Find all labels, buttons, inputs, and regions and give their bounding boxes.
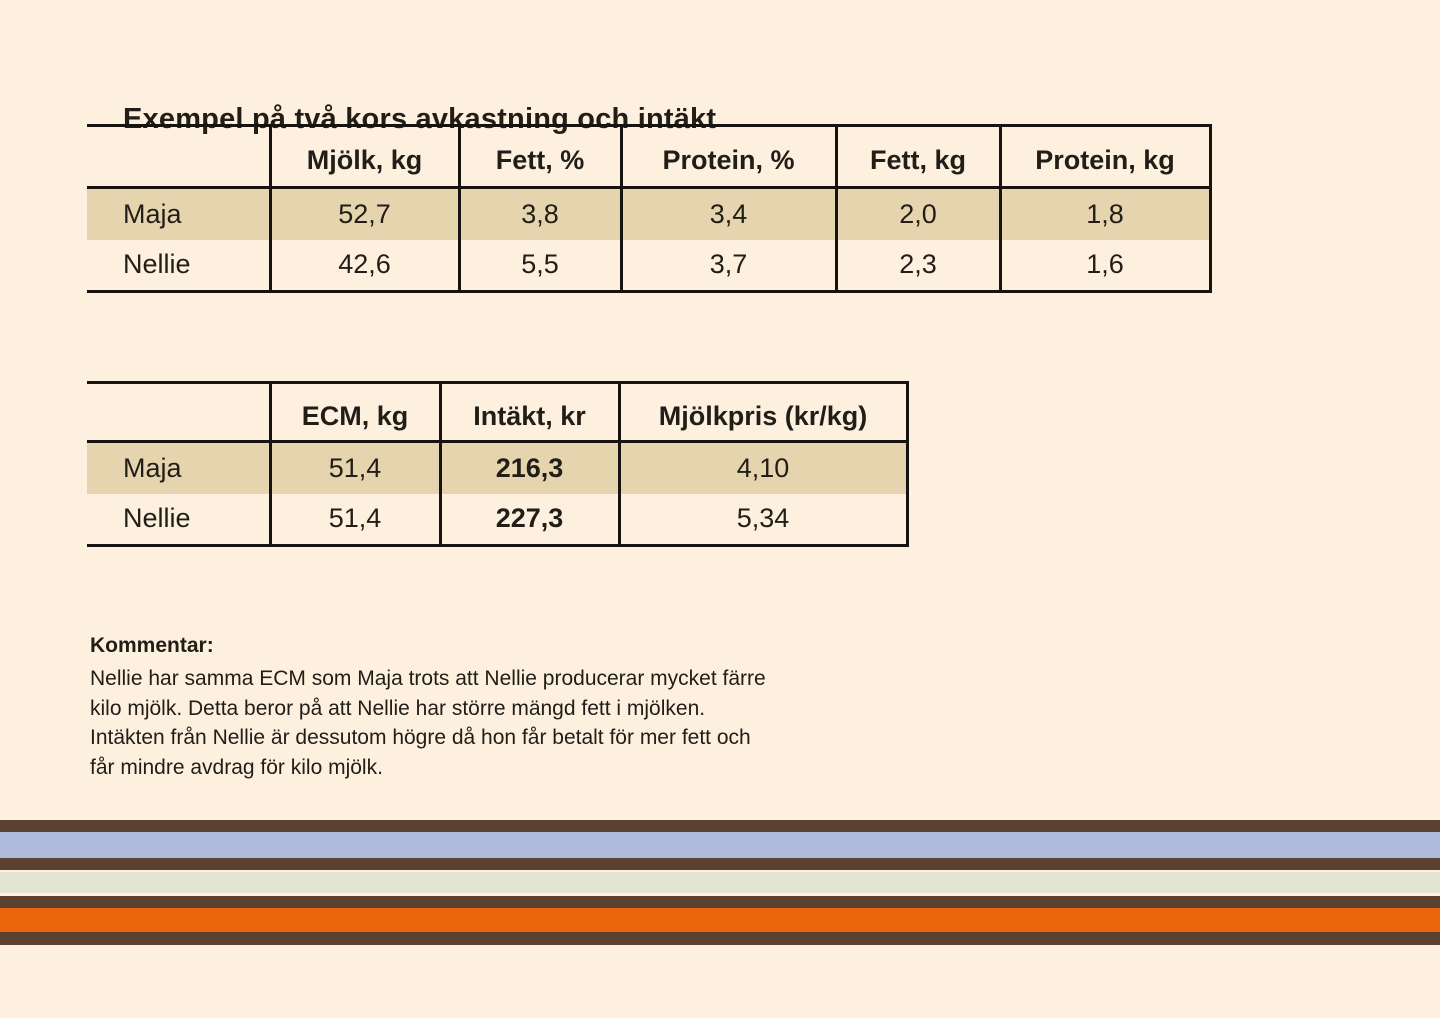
revenue-header-ecm-kg: ECM, kg — [270, 383, 440, 442]
cell-milk-kg: 42,6 — [270, 240, 459, 292]
stripe-brown-4 — [0, 932, 1440, 945]
yield-header-protein-kg: Protein, kg — [1000, 126, 1210, 188]
stripe-brown-1 — [0, 820, 1440, 832]
yield-row-nellie — [87, 240, 1210, 292]
row-label: Nellie — [87, 494, 270, 546]
yield-table-header-row — [87, 126, 1210, 188]
yield-table — [87, 124, 1212, 293]
row-label: Maja — [87, 188, 270, 240]
yield-header-milk-kg: Mjölk, kg — [270, 126, 459, 188]
comment-line: Intäkten från Nellie är dessutom högre då hon får betalt för mer fett och — [90, 726, 751, 750]
comment-heading: Kommentar: — [90, 634, 214, 657]
revenue-row-maja — [87, 442, 907, 494]
cell-milk-kg: 52,7 — [270, 188, 459, 240]
yield-header-empty — [87, 126, 270, 188]
cell-income-kr: 216,3 — [440, 442, 619, 494]
row-label: Maja — [87, 442, 270, 494]
cell-protein-pct: 3,7 — [621, 240, 836, 292]
revenue-table-header-row — [87, 383, 907, 442]
cell-protein-kg: 1,6 — [1000, 240, 1210, 292]
cell-protein-kg: 1,8 — [1000, 188, 1210, 240]
yield-header-protein-pct: Protein, % — [621, 126, 836, 188]
cell-fat-kg: 2,3 — [836, 240, 1000, 292]
comment-line: får mindre avdrag för kilo mjölk. — [90, 755, 383, 779]
revenue-header-empty — [87, 383, 270, 442]
cell-protein-pct: 3,4 — [621, 188, 836, 240]
stripe-lavender — [0, 832, 1440, 858]
cell-ecm-kg: 51,4 — [270, 442, 440, 494]
yield-header-fat-kg: Fett, kg — [836, 126, 1000, 188]
cell-milkprice: 5,34 — [619, 494, 907, 546]
cell-milkprice: 4,10 — [619, 442, 907, 494]
revenue-row-nellie — [87, 494, 907, 546]
stripe-brown-3 — [0, 896, 1440, 908]
stripe-brown-2 — [0, 858, 1440, 870]
row-label: Nellie — [87, 240, 270, 292]
revenue-header-income-kr: Intäkt, kr — [440, 383, 619, 442]
comment-line: kilo mjölk. Detta beror på att Nellie har större mängd fett i mjölken. — [90, 696, 706, 720]
cell-ecm-kg: 51,4 — [270, 494, 440, 546]
footer-decor-stripes — [0, 820, 1440, 945]
cell-income-kr: 227,3 — [440, 494, 619, 546]
revenue-header-milkprice: Mjölkpris (kr/kg) — [619, 383, 907, 442]
comment-block — [90, 633, 910, 782]
comment-line: Nellie har samma ECM som Maja trots att Nellie producerar mycket färre — [90, 667, 766, 691]
cell-fat-pct: 5,5 — [459, 240, 621, 292]
yield-row-maja — [87, 188, 1210, 240]
cell-fat-kg: 2,0 — [836, 188, 1000, 240]
revenue-table — [87, 381, 909, 547]
stripe-orange — [0, 908, 1440, 932]
stripe-sage — [0, 872, 1440, 893]
yield-header-fat-pct: Fett, % — [459, 126, 621, 188]
cell-fat-pct: 3,8 — [459, 188, 621, 240]
page-title: Exempel på två kors avkastning och intäkt — [123, 103, 717, 136]
